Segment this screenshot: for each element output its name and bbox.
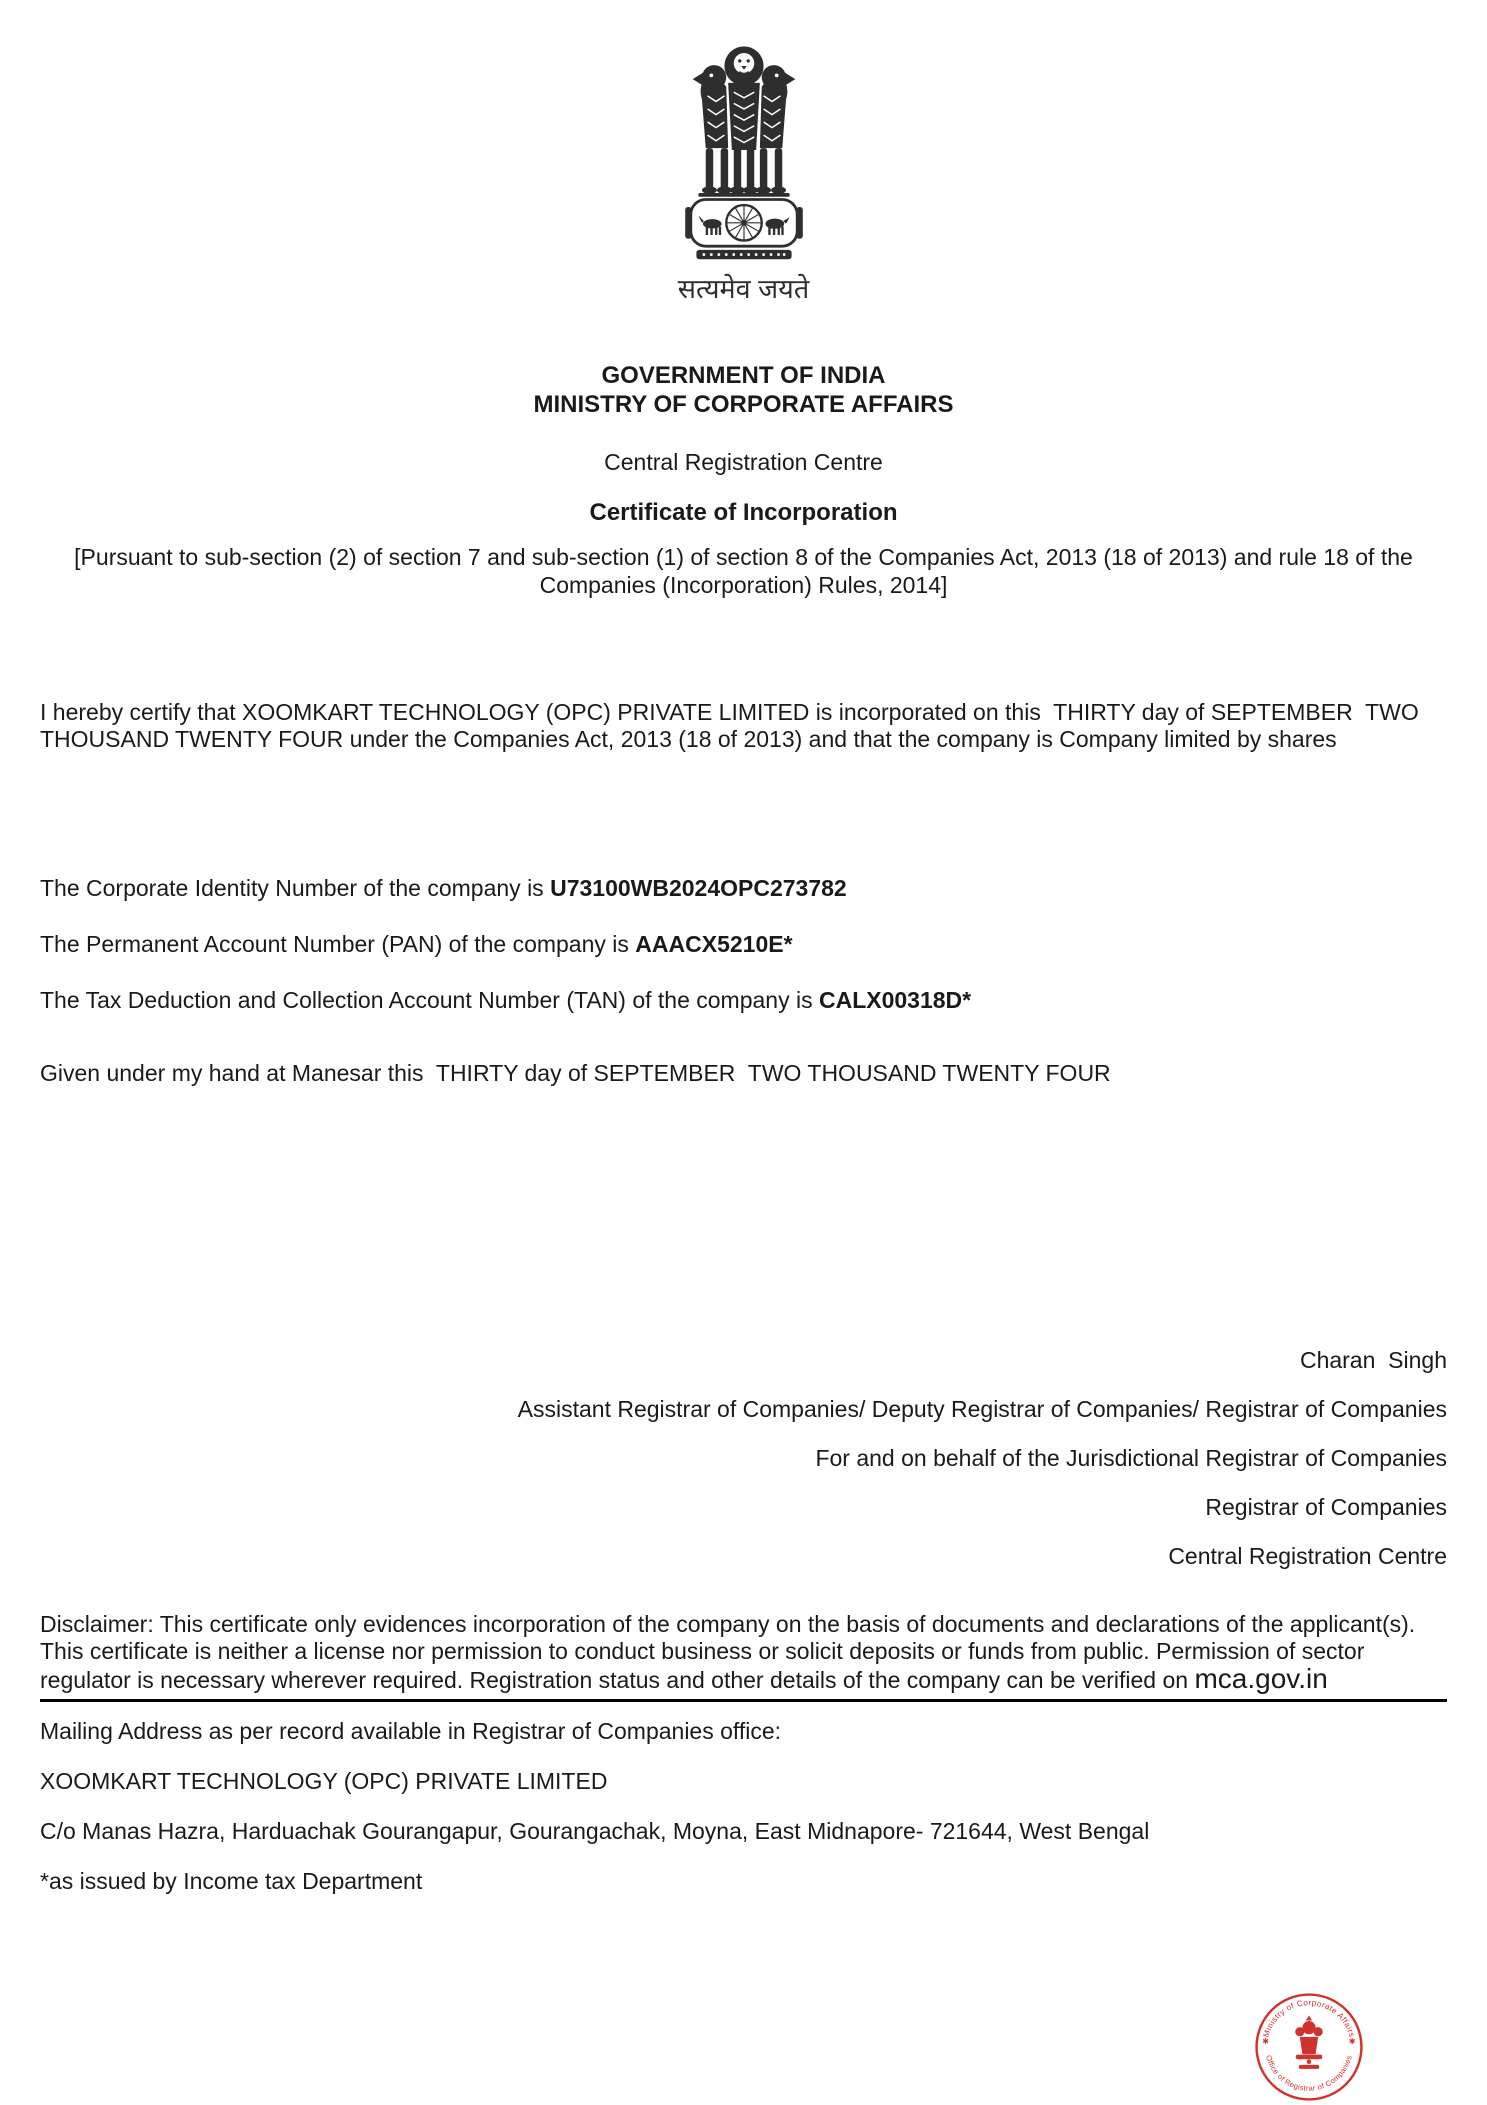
pursuant-clause: [Pursuant to sub-section (2) of section 7 and sub-section (1) of section 8 of the Companies Act, 2013 (18 of 2013) and rule 18 of the Companies (Incorporation) Rules, 2014] bbox=[74, 544, 1420, 598]
national-emblem-icon bbox=[674, 38, 814, 263]
mailing-address-heading: Mailing Address as per record available in Registrar of Companies office: bbox=[40, 1718, 782, 1744]
signatory-designation: Assistant Registrar of Companies/ Deputy Registrar of Companies/ Registrar of Companies bbox=[517, 1396, 1447, 1422]
given-under-line: Given under my hand at Manesar this THIRTY day of SEPTEMBER TWO THOUSAND TWENTY FOUR bbox=[40, 1060, 1111, 1086]
signature-block bbox=[40, 1347, 1447, 1570]
tan-line bbox=[40, 987, 1447, 1014]
government-of-india-title: GOVERNMENT OF INDIA bbox=[601, 362, 886, 389]
central-registration-centre: Central Registration Centre bbox=[604, 449, 883, 475]
stamp-star-left-icon: ✱ bbox=[1262, 2036, 1269, 2046]
stamp-top-arc-textpath: Ministry of Corporate Affairs bbox=[1261, 1998, 1357, 2039]
mca-website-text: mca.gov.in bbox=[1194, 1663, 1328, 1694]
tan-label: The Tax Deduction and Collection Account Number (TAN) of the company is bbox=[40, 987, 819, 1013]
cin-line bbox=[40, 875, 1447, 902]
disclaimer-paragraph bbox=[40, 1611, 1447, 1702]
cin-label: The Corporate Identity Number of the company is bbox=[40, 875, 551, 901]
stamp-bottom-arc-textpath: Office of Registrar of Companies bbox=[1264, 2054, 1354, 2093]
mailing-company-name: XOOMKART TECHNOLOGY (OPC) PRIVATE LIMITED bbox=[40, 1768, 608, 1794]
emblem-block bbox=[40, 0, 1447, 305]
pan-tan-footnote: *as issued by Income tax Department bbox=[40, 1868, 423, 1894]
pan-line bbox=[40, 931, 1447, 958]
header-block bbox=[40, 361, 1447, 419]
roc-stamp bbox=[1253, 1991, 1365, 2103]
signatory-registrar: Registrar of Companies bbox=[1205, 1494, 1447, 1520]
disclaimer-text: Disclaimer: This certificate only evidences incorporation of the company on the basis of documents and declarations of the applicant(s). This certificate is neither a license nor permission to conduct business or solicit deposits or funds from public. Permission of sector regulator is necessary wherever required. Registration status and other details of the company can be verified on bbox=[40, 1611, 1422, 1693]
signatory-centre: Central Registration Centre bbox=[1168, 1543, 1447, 1569]
stamp-emblem-icon bbox=[1295, 2015, 1322, 2068]
stamp-star-right-icon: ✱ bbox=[1348, 2036, 1356, 2046]
emblem-motto: सत्यमेव जयते bbox=[677, 274, 810, 304]
ministry-title: MINISTRY OF CORPORATE AFFAIRS bbox=[533, 391, 954, 418]
certification-paragraph: I hereby certify that XOOMKART TECHNOLOGY (OPC) PRIVATE LIMITED is incorporated on this THIRTY day of SEPTEMBER TWO THOUSAND TWENTY FOUR under the Companies Act, 2013 (18 of 2013) and that the company is Company limited by shares bbox=[40, 699, 1425, 752]
signatory-name: Charan Singh bbox=[1299, 1347, 1447, 1373]
certificate-title: Certificate of Incorporation bbox=[589, 499, 898, 526]
pan-value: AAACX5210E* bbox=[635, 931, 793, 957]
tan-value: CALX00318D* bbox=[818, 987, 972, 1013]
roc-stamp-seal-icon bbox=[1253, 1991, 1365, 2103]
cin-value: U73100WB2024OPC273782 bbox=[550, 875, 847, 901]
signatory-on-behalf: For and on behalf of the Jurisdictional Registrar of Companies bbox=[815, 1445, 1447, 1471]
mailing-address-line: C/o Manas Hazra, Harduachak Gourangapur, Gourangachak, Moyna, East Midnapore- 721644, West Bengal bbox=[40, 1818, 1150, 1844]
pan-label: The Permanent Account Number (PAN) of the company is bbox=[40, 931, 636, 957]
